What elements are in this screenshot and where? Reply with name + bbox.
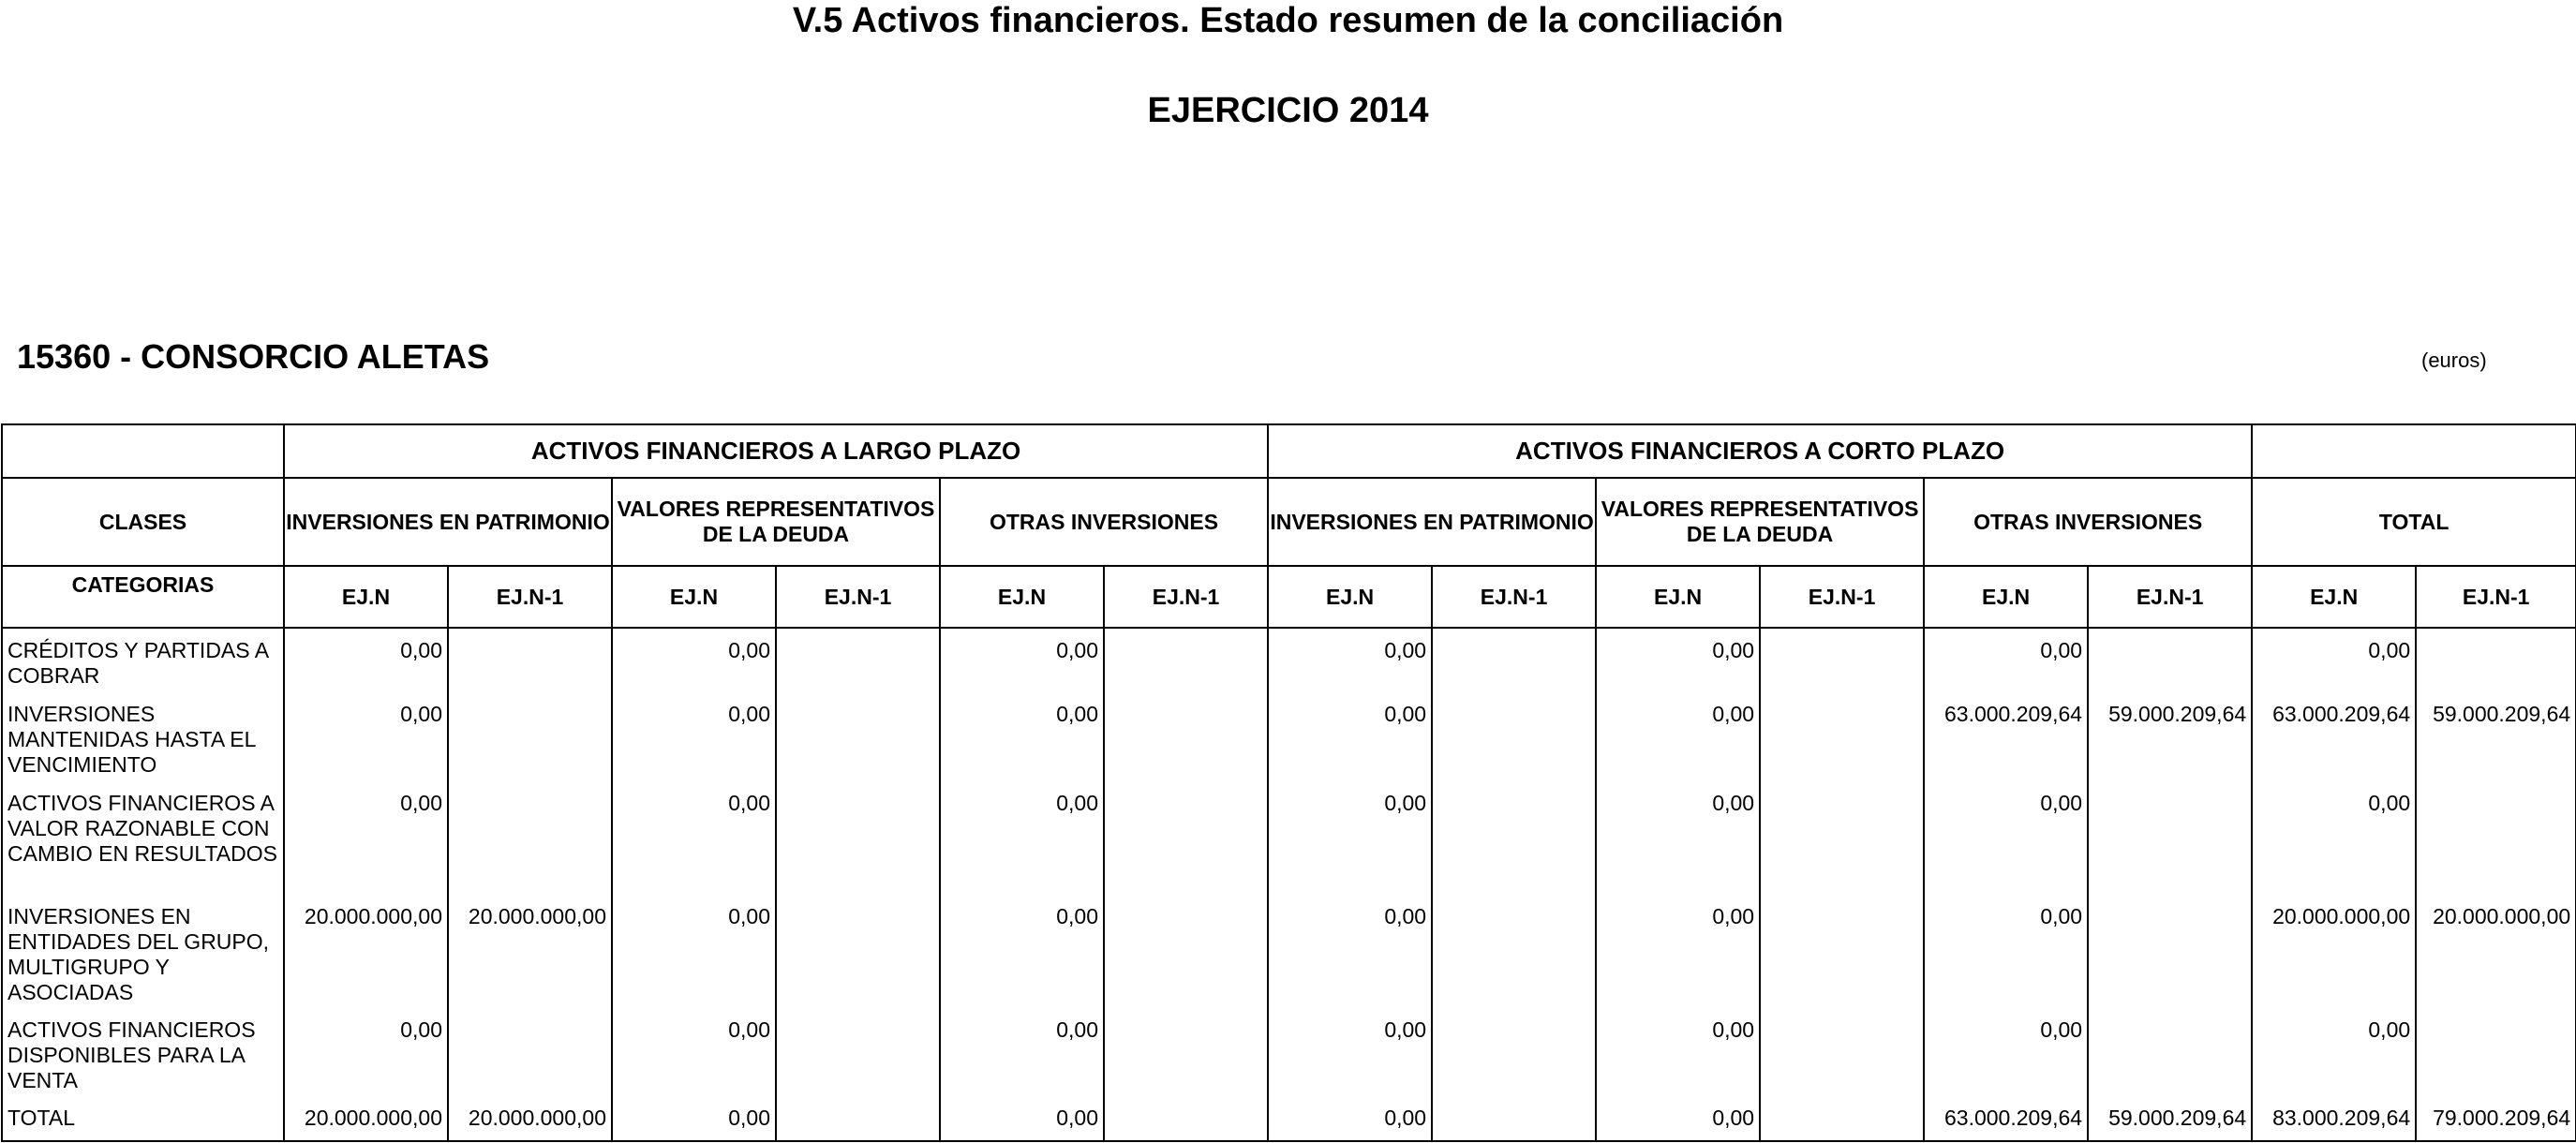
class-header-row [2,478,2576,566]
cell-value [1104,895,1268,1008]
year-header: EJ.N [284,566,448,628]
cell-value: 0,00 [1268,628,1432,692]
cell-value [2088,781,2252,895]
cell-value [776,1008,940,1096]
cell-value: 59.000.209,64 [2416,692,2576,781]
cell-value [1432,628,1596,692]
class-header: VALORES REPRESENTATIVOS DE LA DEUDA [612,478,940,566]
cell-value: 0,00 [940,781,1104,895]
entity-name: 15360 - CONSORCIO ALETAS [17,337,490,376]
year-header: EJ.N [940,566,1104,628]
table-row [2,781,2576,895]
cell-value [776,781,940,895]
row-label: CRÉDITOS Y PARTIDAS A COBRAR [2,628,284,692]
cell-value: 0,00 [284,628,448,692]
cell-value [2416,1008,2576,1096]
class-header: INVERSIONES EN PATRIMONIO [1268,478,1596,566]
cell-value: 20.000.000,00 [448,895,612,1008]
group-header-long-term: ACTIVOS FINANCIEROS A LARGO PLAZO [284,424,1268,478]
year-header: EJ.N-1 [448,566,612,628]
table-body [2,628,2576,1141]
cell-value [448,1008,612,1096]
cell-value [2088,628,2252,692]
cell-value: 20.000.000,00 [284,1096,448,1141]
cell-value: 0,00 [612,895,776,1008]
currency-units: (euros) [2421,349,2487,372]
cell-value: 59.000.209,64 [2088,1096,2252,1141]
cell-value [1104,692,1268,781]
class-header: VALORES REPRESENTATIVOS DE LA DEUDA [1596,478,1924,566]
cell-value: 0,00 [940,1096,1104,1141]
class-header: INVERSIONES EN PATRIMONIO [284,478,612,566]
cell-value [448,628,612,692]
cell-value: 0,00 [940,692,1104,781]
row-label: ACTIVOS FINANCIEROS A VALOR RAZONABLE CON CAMBIO EN RESULTADOS [2,781,284,895]
cell-value: 0,00 [612,628,776,692]
report-title: V.5 Activos financieros. Estado resumen de la conciliación [792,1,1784,40]
cell-value [1104,628,1268,692]
cell-value: 63.000.209,64 [1924,692,2088,781]
year-header: EJ.N-1 [2088,566,2252,628]
cell-value [1760,1008,1924,1096]
cell-value [2416,628,2576,692]
class-header: OTRAS INVERSIONES [1924,478,2252,566]
year-header: EJ.N-1 [1432,566,1596,628]
cell-value: 0,00 [284,781,448,895]
cell-value: 0,00 [1596,1096,1760,1141]
cell-value: 63.000.209,64 [2252,692,2416,781]
row-label: ACTIVOS FINANCIEROS DISPONIBLES PARA LA VENTA [2,1008,284,1096]
cell-value: 20.000.000,00 [284,895,448,1008]
cell-value: 0,00 [1924,628,2088,692]
cell-value: 0,00 [1596,628,1760,692]
cell-value [1104,1096,1268,1141]
cell-value [1432,895,1596,1008]
cell-value: 0,00 [940,895,1104,1008]
cell-value [1432,1096,1596,1141]
cell-value: 0,00 [284,1008,448,1096]
report-subtitle: EJERCICIO 2014 [1147,91,1429,130]
cell-value [776,628,940,692]
financial-assets-table [1,423,2576,1142]
year-header: EJ.N [1924,566,2088,628]
row-label: INVERSIONES MANTENIDAS HASTA EL VENCIMIENTO [2,692,284,781]
cell-value [1104,1008,1268,1096]
cell-value: 63.000.209,64 [1924,1096,2088,1141]
year-header: EJ.N [1596,566,1760,628]
cell-value: 83.000.209,64 [2252,1096,2416,1141]
cell-value: 0,00 [1268,1096,1432,1141]
cell-value: 20.000.000,00 [2252,895,2416,1008]
cell-value: 0,00 [1924,895,2088,1008]
cell-value [1760,895,1924,1008]
cell-value [1432,781,1596,895]
year-header: EJ.N-1 [2416,566,2576,628]
cell-value [776,1096,940,1141]
cell-value: 0,00 [612,1008,776,1096]
cell-value: 0,00 [2252,781,2416,895]
cell-value: 0,00 [1268,781,1432,895]
year-header-row [2,566,2576,628]
year-header: EJ.N [612,566,776,628]
cell-value: 0,00 [612,1096,776,1141]
cell-value: 0,00 [612,692,776,781]
cell-value: 79.000.209,64 [2416,1096,2576,1141]
group-header-empty [2,424,284,478]
cell-value [776,692,940,781]
cell-value [1432,1008,1596,1096]
table-row [2,1008,2576,1096]
year-header: EJ.N [2252,566,2416,628]
cell-value: 0,00 [940,628,1104,692]
cell-value [2088,1008,2252,1096]
cell-value: 0,00 [1268,895,1432,1008]
group-header-row [2,424,2576,478]
cell-value: 0,00 [1596,1008,1760,1096]
cell-value [1432,692,1596,781]
cell-value: 20.000.000,00 [448,1096,612,1141]
group-header-total-empty [2252,424,2576,478]
cell-value [1760,692,1924,781]
cell-value: 0,00 [1924,1008,2088,1096]
table-row [2,895,2576,1008]
cell-value: 0,00 [2252,628,2416,692]
cell-value: 0,00 [612,781,776,895]
cell-value: 0,00 [2252,1008,2416,1096]
year-header: EJ.N-1 [776,566,940,628]
cell-value: 0,00 [1268,1008,1432,1096]
cell-value [448,781,612,895]
cell-value [448,692,612,781]
year-header: EJ.N-1 [1760,566,1924,628]
cell-value: 0,00 [284,692,448,781]
cell-value [1760,781,1924,895]
cell-value [1760,1096,1924,1141]
cell-value [1760,628,1924,692]
cell-value: 0,00 [1268,692,1432,781]
year-header: EJ.N [1268,566,1432,628]
cell-value [1104,781,1268,895]
cell-value: 0,00 [1596,692,1760,781]
cell-value: 20.000.000,00 [2416,895,2576,1008]
cell-value: 0,00 [1924,781,2088,895]
row-label: TOTAL [2,1096,284,1141]
cell-value [2416,781,2576,895]
year-header: EJ.N-1 [1104,566,1268,628]
total-row [2,1096,2576,1141]
cell-value [776,895,940,1008]
cell-value: 0,00 [940,1008,1104,1096]
class-header-total: TOTAL [2252,478,2576,566]
cell-value: 0,00 [1596,895,1760,1008]
categorias-header: CATEGORIAS [2,566,284,628]
table-row [2,628,2576,692]
group-header-short-term: ACTIVOS FINANCIEROS A CORTO PLAZO [1268,424,2252,478]
table-row [2,692,2576,781]
cell-value [2088,895,2252,1008]
cell-value: 59.000.209,64 [2088,692,2252,781]
row-label: INVERSIONES EN ENTIDADES DEL GRUPO, MULTIGRUPO Y ASOCIADAS [2,895,284,1008]
clases-header: CLASES [2,478,284,566]
cell-value: 0,00 [1596,781,1760,895]
class-header: OTRAS INVERSIONES [940,478,1268,566]
